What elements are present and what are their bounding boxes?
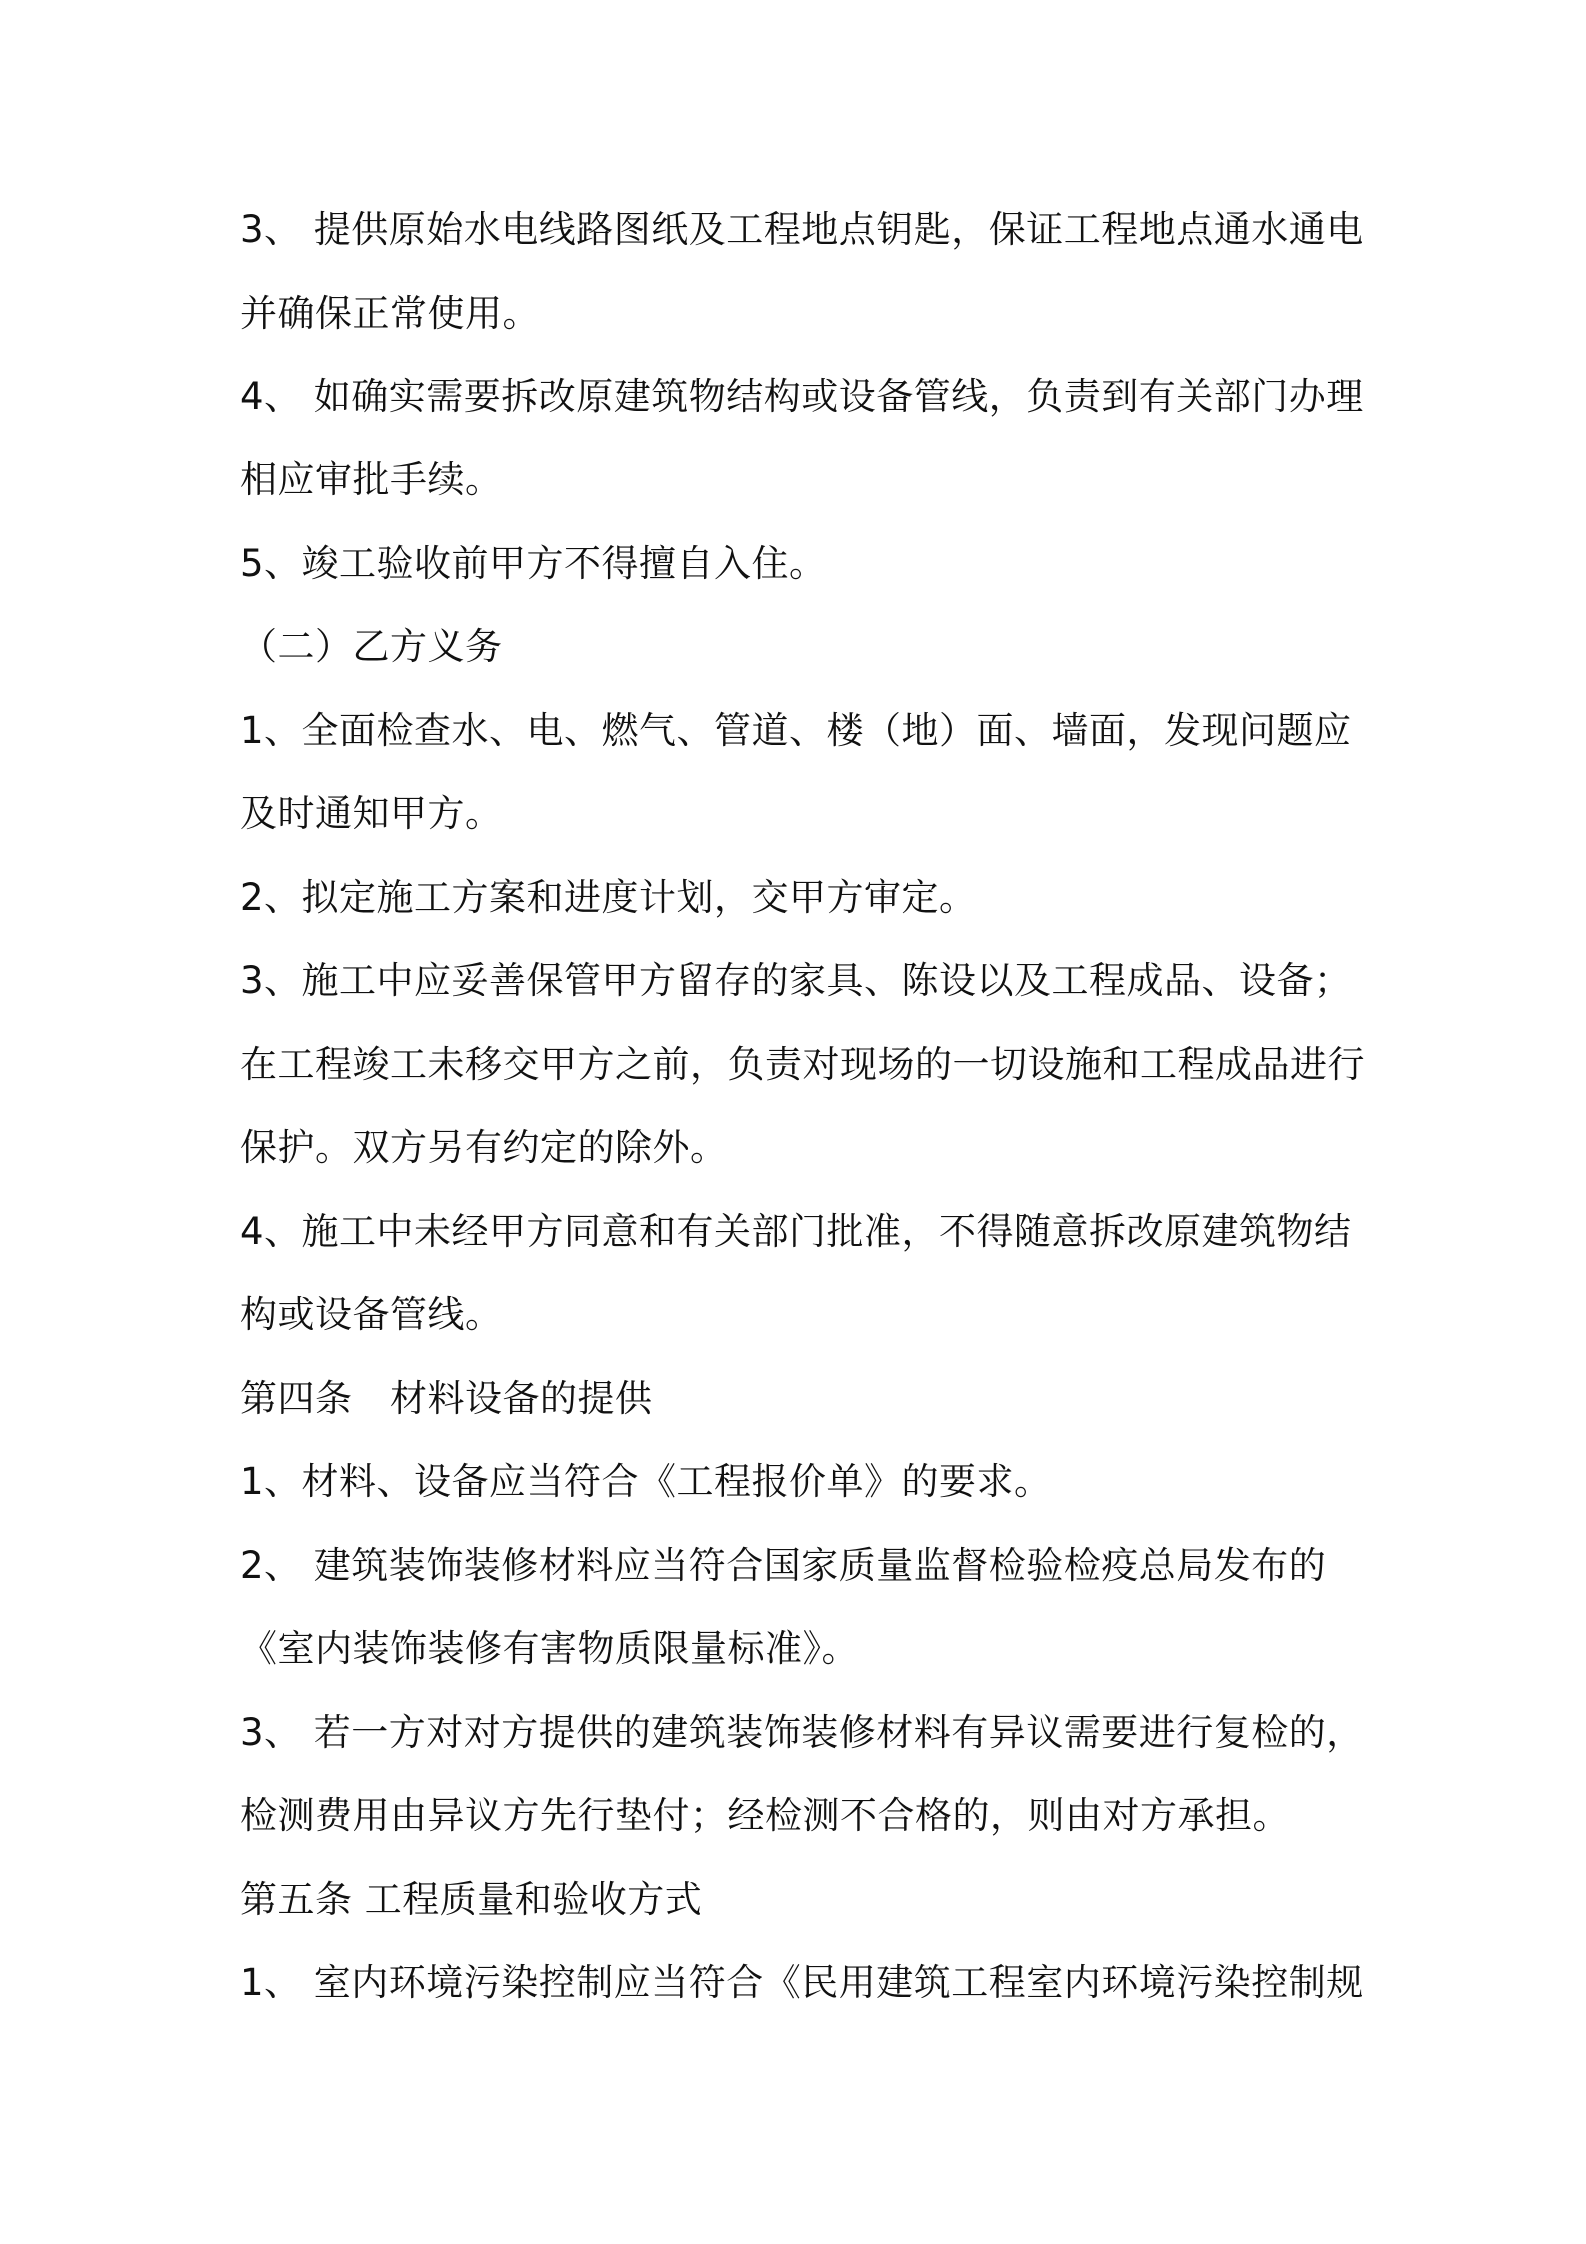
text-line: 3、 提供原始水电线路图纸及工程地点钥匙，保证工程地点通水通电 bbox=[240, 208, 1364, 251]
text-line: 5、竣工验收前甲方不得擅自入住。 bbox=[240, 542, 827, 585]
text-line: 2、 建筑装饰装修材料应当符合国家质量监督检验检疫总局发布的 bbox=[240, 1544, 1327, 1587]
text-line: 4、 如确实需要拆改原建筑物结构或设备管线，负责到有关部门办理 bbox=[240, 375, 1364, 418]
text-line: 相应审批手续。 bbox=[240, 458, 503, 501]
text-line: 及时通知甲方。 bbox=[240, 792, 503, 835]
section-heading: 第四条 材料设备的提供 bbox=[240, 1377, 653, 1420]
text-line: 3、施工中应妥善保管甲方留存的家具、陈设以及工程成品、设备； bbox=[240, 959, 1352, 1002]
text-line: 1、材料、设备应当符合《工程报价单》的要求。 bbox=[240, 1460, 1052, 1503]
text-line: 检测费用由异议方先行垫付；经检测不合格的，则由对方承担。 bbox=[240, 1794, 1290, 1837]
text-line: 并确保正常使用。 bbox=[240, 292, 540, 335]
section-heading: 第五条 工程质量和验收方式 bbox=[240, 1878, 703, 1921]
text-line: 保护。双方另有约定的除外。 bbox=[240, 1126, 728, 1169]
text-line: 在工程竣工未移交甲方之前，负责对现场的一切设施和工程成品进行 bbox=[240, 1043, 1365, 1086]
text-line: 《室内装饰装修有害物质限量标准》。 bbox=[240, 1627, 859, 1670]
text-line: 3、 若一方对对方提供的建筑装饰装修材料有异议需要进行复检的， bbox=[240, 1711, 1364, 1754]
section-heading: （二）乙方义务 bbox=[240, 625, 503, 668]
text-line: 1、全面检查水、电、燃气、管道、楼（地）面、墙面，发现问题应 bbox=[240, 709, 1352, 752]
text-line: 4、施工中未经甲方同意和有关部门批准，不得随意拆改原建筑物结 bbox=[240, 1210, 1352, 1253]
text-line: 1、 室内环境污染控制应当符合《民用建筑工程室内环境污染控制规 bbox=[240, 1961, 1364, 2004]
text-line: 构或设备管线。 bbox=[240, 1293, 503, 1336]
text-line: 2、拟定施工方案和进度计划，交甲方审定。 bbox=[240, 876, 977, 919]
